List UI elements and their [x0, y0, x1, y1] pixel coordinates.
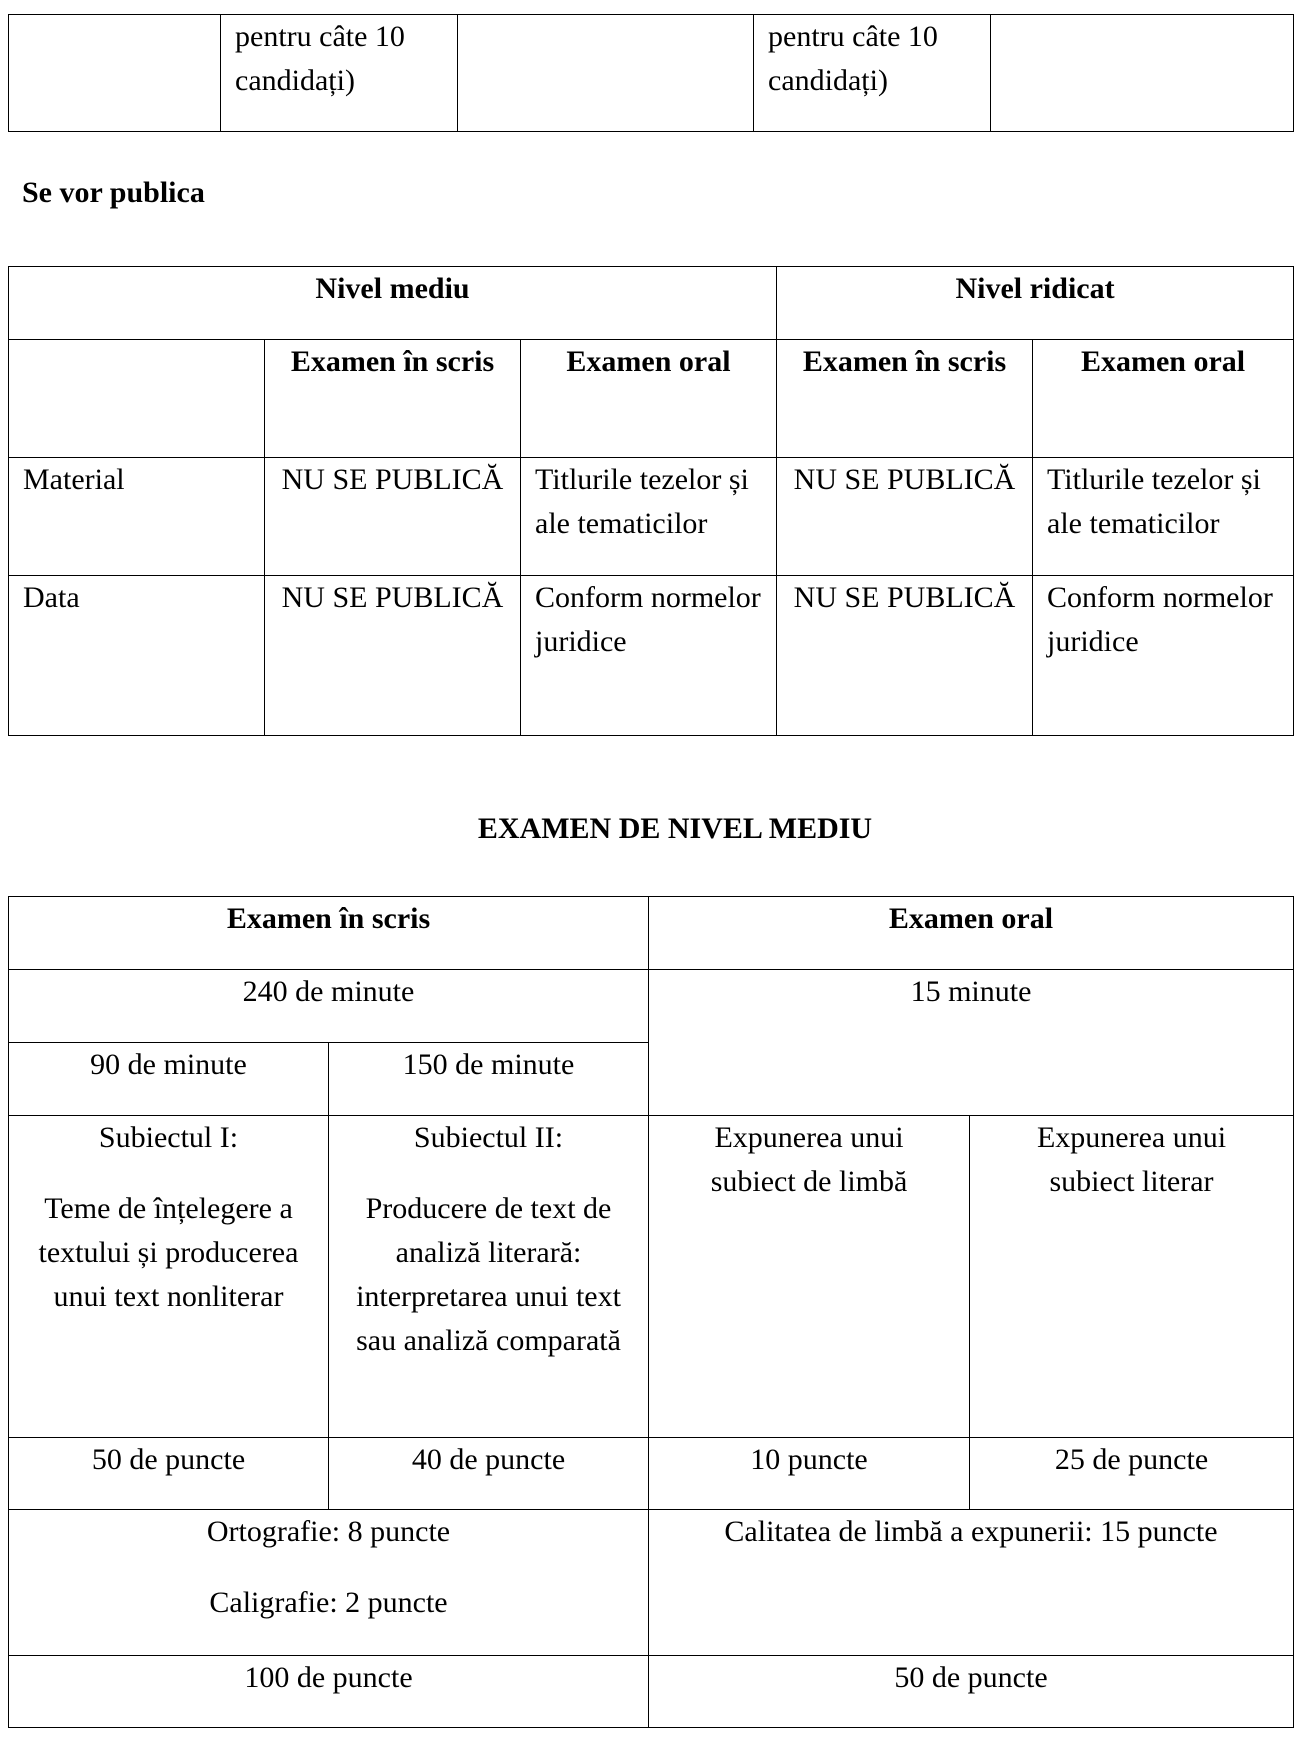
table-cell: Conform normelor juridice: [1033, 576, 1294, 736]
subiect-1-cell: [9, 1116, 329, 1438]
scris-time-2: 150 de minute: [329, 1043, 649, 1116]
points-cell: 10 puncte: [649, 1438, 970, 1510]
row-label: Material: [9, 458, 265, 576]
subiect-2-description: Producere de text de analiză literară: interpretarea unui text sau analiză comparată: [356, 1192, 621, 1357]
table-cell: [991, 15, 1294, 132]
table-cell: [458, 15, 754, 132]
table-cell: pentru câte 10 candidați): [754, 15, 991, 132]
table-cell: NU SE PUBLICĂ: [777, 576, 1033, 736]
calitatea-cell: Calitatea de limbă a expunerii: 15 puncte: [649, 1510, 1294, 1656]
points-cell: 40 de puncte: [329, 1438, 649, 1510]
header-examen-scris: Examen în scris: [265, 340, 521, 458]
exam-table: [8, 896, 1294, 1728]
table-cell: NU SE PUBLICĂ: [265, 576, 521, 736]
orthography-calligraphy-cell: [9, 1510, 649, 1656]
subiect-1-title: Subiectul I:: [98, 1121, 239, 1154]
table-cell: pentru câte 10 candidați): [221, 15, 458, 132]
table-cell: Titlurile tezelor și ale tematicilor: [1033, 458, 1294, 576]
candidates-table-fragment: [8, 14, 1294, 132]
subiect-1-description: Teme de înțelegere a textului și producerea unui text nonliterar: [38, 1192, 299, 1313]
row-label: Data: [9, 576, 265, 736]
points-cell: 50 de puncte: [9, 1438, 329, 1510]
table-cell: Titlurile tezelor și ale tematicilor: [521, 458, 777, 576]
table-cell: [9, 15, 221, 132]
scris-total-time: 240 de minute: [9, 970, 649, 1043]
oral-time: 15 minute: [649, 970, 1294, 1116]
subiect-2-title: Subiectul II:: [413, 1121, 564, 1154]
oral-subject-1: Expunerea unui subiect de limbă: [649, 1116, 970, 1438]
points-cell: 25 de puncte: [970, 1438, 1294, 1510]
header-examen-oral: Examen oral: [1033, 340, 1294, 458]
publication-table: [8, 266, 1294, 736]
header-examen-scris: Examen în scris: [777, 340, 1033, 458]
subiect-2-cell: [329, 1116, 649, 1438]
exam-heading: EXAMEN DE NIVEL MEDIU: [477, 812, 873, 845]
total-scris: 100 de puncte: [9, 1656, 649, 1728]
oral-subject-2: Expunerea unui subiect literar: [970, 1116, 1294, 1438]
header-examen-scris: Examen în scris: [9, 897, 649, 970]
header-nivel-mediu: Nivel mediu: [9, 267, 777, 340]
caligrafie-text: Caligrafie: 2 puncte: [209, 1586, 448, 1619]
total-oral: 50 de puncte: [649, 1656, 1294, 1728]
scris-time-1: 90 de minute: [9, 1043, 329, 1116]
header-nivel-ridicat: Nivel ridicat: [777, 267, 1294, 340]
table-cell: Conform normelor juridice: [521, 576, 777, 736]
header-examen-oral: Examen oral: [521, 340, 777, 458]
table-cell: [9, 340, 265, 458]
table-cell: NU SE PUBLICĂ: [265, 458, 521, 576]
header-examen-oral: Examen oral: [649, 897, 1294, 970]
publish-heading: Se vor publica: [22, 176, 205, 209]
table-cell: NU SE PUBLICĂ: [777, 458, 1033, 576]
ortografie-text: Ortografie: 8 puncte: [206, 1515, 451, 1548]
